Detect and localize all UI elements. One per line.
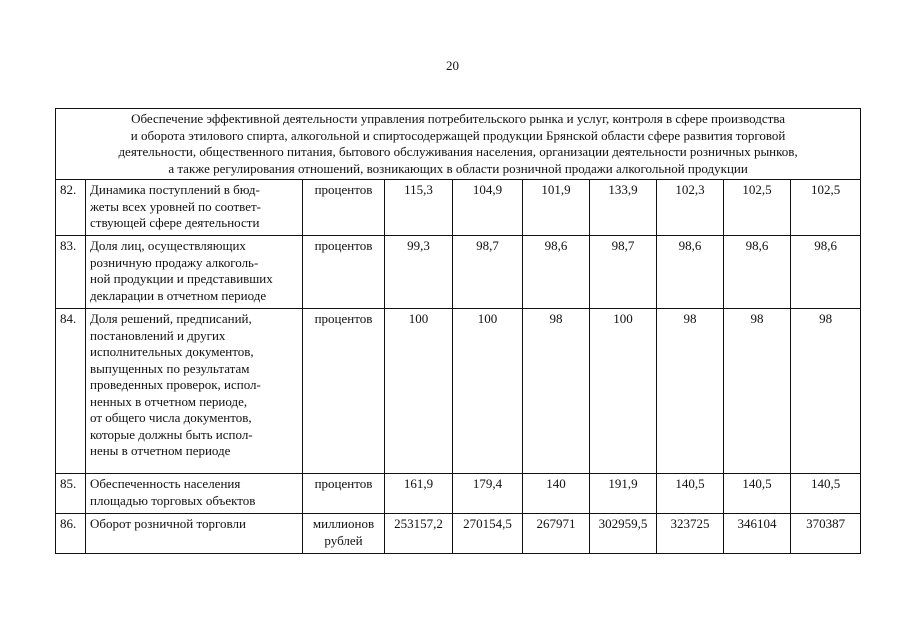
value-cell: 161,9 — [385, 474, 453, 514]
table-header-cell — [56, 109, 861, 180]
value-cell: 140,5 — [791, 474, 861, 514]
indicator-name-line: ненных в отчетном периоде, — [90, 393, 248, 409]
value-cell: 98,7 — [453, 236, 523, 309]
row-number: 85. — [56, 474, 86, 514]
table-row — [56, 474, 861, 514]
value-cell: 140,5 — [657, 474, 724, 514]
unit-line: процентов — [314, 238, 373, 253]
value-cell: 323725 — [657, 514, 724, 554]
header-line: Обеспечение эффективной деятельности управления потребительского рынка и услуг, контроля в сфере производства — [131, 111, 786, 126]
unit-of-measure — [303, 474, 385, 514]
value-cell: 98 — [724, 309, 791, 474]
table-row — [56, 236, 861, 309]
indicator-name-line: постановлений и других — [90, 327, 226, 343]
indicators-table — [55, 108, 861, 554]
indicator-name — [86, 474, 303, 514]
value-cell: 98,6 — [791, 236, 861, 309]
value-cell: 98,6 — [523, 236, 590, 309]
indicator-name-line: Оборот розничной торговли — [90, 516, 246, 531]
value-cell: 98 — [523, 309, 590, 474]
value-cell: 115,3 — [385, 180, 453, 236]
indicator-name — [86, 514, 303, 554]
unit-of-measure — [303, 514, 385, 554]
indicator-name-line: Доля лиц, осуществляющих — [90, 238, 246, 253]
table-row — [56, 180, 861, 236]
unit-of-measure — [303, 236, 385, 309]
value-cell: 100 — [590, 309, 657, 474]
indicator-name-line: которые должны быть испол- — [90, 426, 253, 442]
value-cell: 101,9 — [523, 180, 590, 236]
indicator-name-line: Динамика поступлений в бюд- — [90, 182, 260, 197]
indicator-name-line: ствующей сфере деятельности — [90, 215, 260, 230]
value-cell: 270154,5 — [453, 514, 523, 554]
indicator-name-line: Обеспеченность населения — [90, 476, 241, 491]
value-cell: 179,4 — [453, 474, 523, 514]
value-cell: 102,3 — [657, 180, 724, 236]
value-cell: 100 — [385, 309, 453, 474]
value-cell: 98 — [657, 309, 724, 474]
header-line: а также регулирования отношений, возникающих в области розничной продажи алкогольной продукции — [168, 160, 748, 176]
value-cell: 302959,5 — [590, 514, 657, 554]
indicator-name-line: жеты всех уровней по соответ- — [90, 198, 261, 214]
indicator-name-line: проведенных проверок, испол- — [90, 377, 261, 392]
indicator-name — [86, 180, 303, 236]
unit-line: рублей — [324, 532, 363, 548]
value-cell: 133,9 — [590, 180, 657, 236]
unit-line: процентов — [314, 311, 373, 326]
value-cell: 267971 — [523, 514, 590, 554]
indicator-name-line: розничную продажу алкоголь- — [90, 254, 259, 270]
header-line: и оборота этилового спирта, алкогольной и спиртосодержащей продукции Брянской области сфере развития торговой — [130, 127, 786, 143]
unit-line: процентов — [314, 182, 373, 197]
indicator-name-line: выпущенных по результатам — [90, 360, 250, 376]
indicator-name-line: от общего числа документов, — [90, 410, 252, 425]
value-cell: 104,9 — [453, 180, 523, 236]
table-header-row — [56, 109, 861, 180]
indicator-name — [86, 309, 303, 474]
indicator-name-line: исполнительных документов, — [90, 344, 254, 359]
value-cell: 140,5 — [724, 474, 791, 514]
indicator-name-line: нены в отчетном периоде — [90, 443, 231, 458]
header-line: деятельности, общественного питания, бытового обслуживания населения, организации деятельности розничных рынков, — [118, 144, 798, 159]
value-cell: 98,6 — [657, 236, 724, 309]
value-cell: 191,9 — [590, 474, 657, 514]
row-number: 82. — [56, 180, 86, 236]
indicator-name-line: Доля решений, предписаний, — [90, 311, 252, 326]
indicator-name — [86, 236, 303, 309]
unit-line: миллионов — [312, 516, 375, 531]
value-cell: 98,6 — [724, 236, 791, 309]
value-cell: 102,5 — [724, 180, 791, 236]
unit-line: процентов — [314, 476, 373, 491]
unit-of-measure — [303, 309, 385, 474]
value-cell: 98 — [791, 309, 861, 474]
table-row — [56, 514, 861, 554]
indicator-name-line: площадью торговых объектов — [90, 492, 256, 508]
indicator-name-line: декларации в отчетном периоде — [90, 287, 267, 303]
row-number: 86. — [56, 514, 86, 554]
value-cell: 253157,2 — [385, 514, 453, 554]
value-cell: 100 — [453, 309, 523, 474]
page-number: 20 — [446, 58, 459, 73]
value-cell: 99,3 — [385, 236, 453, 309]
value-cell: 346104 — [724, 514, 791, 554]
row-number: 83. — [56, 236, 86, 309]
table-row — [56, 309, 861, 474]
value-cell: 370387 — [791, 514, 861, 554]
value-cell: 102,5 — [791, 180, 861, 236]
indicator-name-line: ной продукции и представивших — [90, 271, 273, 286]
value-cell: 140 — [523, 474, 590, 514]
row-number: 84. — [56, 309, 86, 474]
unit-of-measure — [303, 180, 385, 236]
value-cell: 98,7 — [590, 236, 657, 309]
